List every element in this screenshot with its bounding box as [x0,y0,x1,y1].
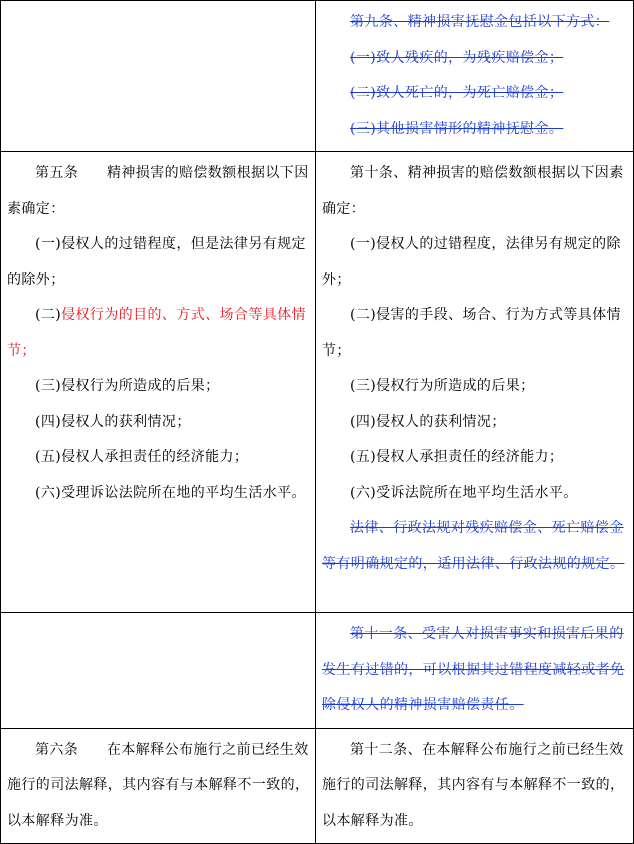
right-cell-article-11 [316,613,634,729]
table-row [1,152,634,613]
paragraph: (五)侵权人承担责任的经济能力； [350,449,564,465]
paragraph: 第十条、精神损害的赔偿数额根据以下因素确定： [322,165,624,217]
deleted-paragraph: 第十一条、受害人对损害事实和损害后果的发生有过错的，可以根据其过错程度减轻或者免除侵权人的精神损害赔偿责任。 [322,626,625,713]
table-row [1,613,634,729]
paragraph: (三)侵权行为所造成的后果； [35,378,220,394]
paragraph: 第十二条、在本解释公布施行之前已经生效施行的司法解释，其内容有与本解释不一致的，以本解释为准。 [322,741,625,829]
paragraph: (三)侵权行为所造成的后果； [350,378,535,394]
paragraph: (二)侵害的手段、场合、行为方式等具体情节； [322,307,621,359]
paragraph: (四)侵权人的获利情况； [350,413,506,430]
left-cell-empty [1,613,316,729]
left-cell-article-5 [1,152,316,613]
paragraph: (一)侵权人的过错程度，但是法律另有规定的除外； [7,236,306,288]
table-row [1,728,634,844]
paragraph: 第六条 在本解释公布施行之前已经生效施行的司法解释，其内容有与本解释不一致的，以本解释为准。 [7,741,310,829]
right-cell-article-10 [316,152,634,613]
paragraph: (六)受理诉讼法院所在地的平均生活水平。 [35,484,306,501]
right-cell-article-12 [316,728,634,844]
table-row [1,1,634,152]
deleted-paragraph: (一)致人残疾的，为残疾赔偿金； [350,49,564,66]
paragraph: (一)侵权人的过错程度，法律另有规定的除外； [322,236,621,288]
deleted-paragraph: (三)其他损害情形的精神抚慰金。 [350,120,564,137]
highlighted-text: 侵权行为的目的、方式、场合等具体情节； [7,307,306,359]
left-cell-empty [1,1,316,152]
item-prefix: (二) [35,307,62,323]
left-cell-article-6 [1,728,316,844]
deleted-paragraph: 法律、行政法规对残疾赔偿金、死亡赔偿金等有明确规定的，适用法律、行政法规的规定。 [322,520,625,572]
paragraph: (六)受诉法院所在地平均生活水平。 [350,484,578,501]
deleted-paragraph: (二)致人死亡的，为死亡赔偿金； [350,85,564,101]
paragraph: 第五条 精神损害的赔偿数额根据以下因素确定： [7,165,309,217]
deleted-paragraph: 第九条、精神损害抚慰金包括以下方式： [350,14,610,30]
paragraph: (五)侵权人承担责任的经济能力； [35,449,249,465]
right-cell-article-9 [316,1,634,152]
paragraph [7,298,311,369]
paragraph: (四)侵权人的获利情况； [35,413,191,430]
